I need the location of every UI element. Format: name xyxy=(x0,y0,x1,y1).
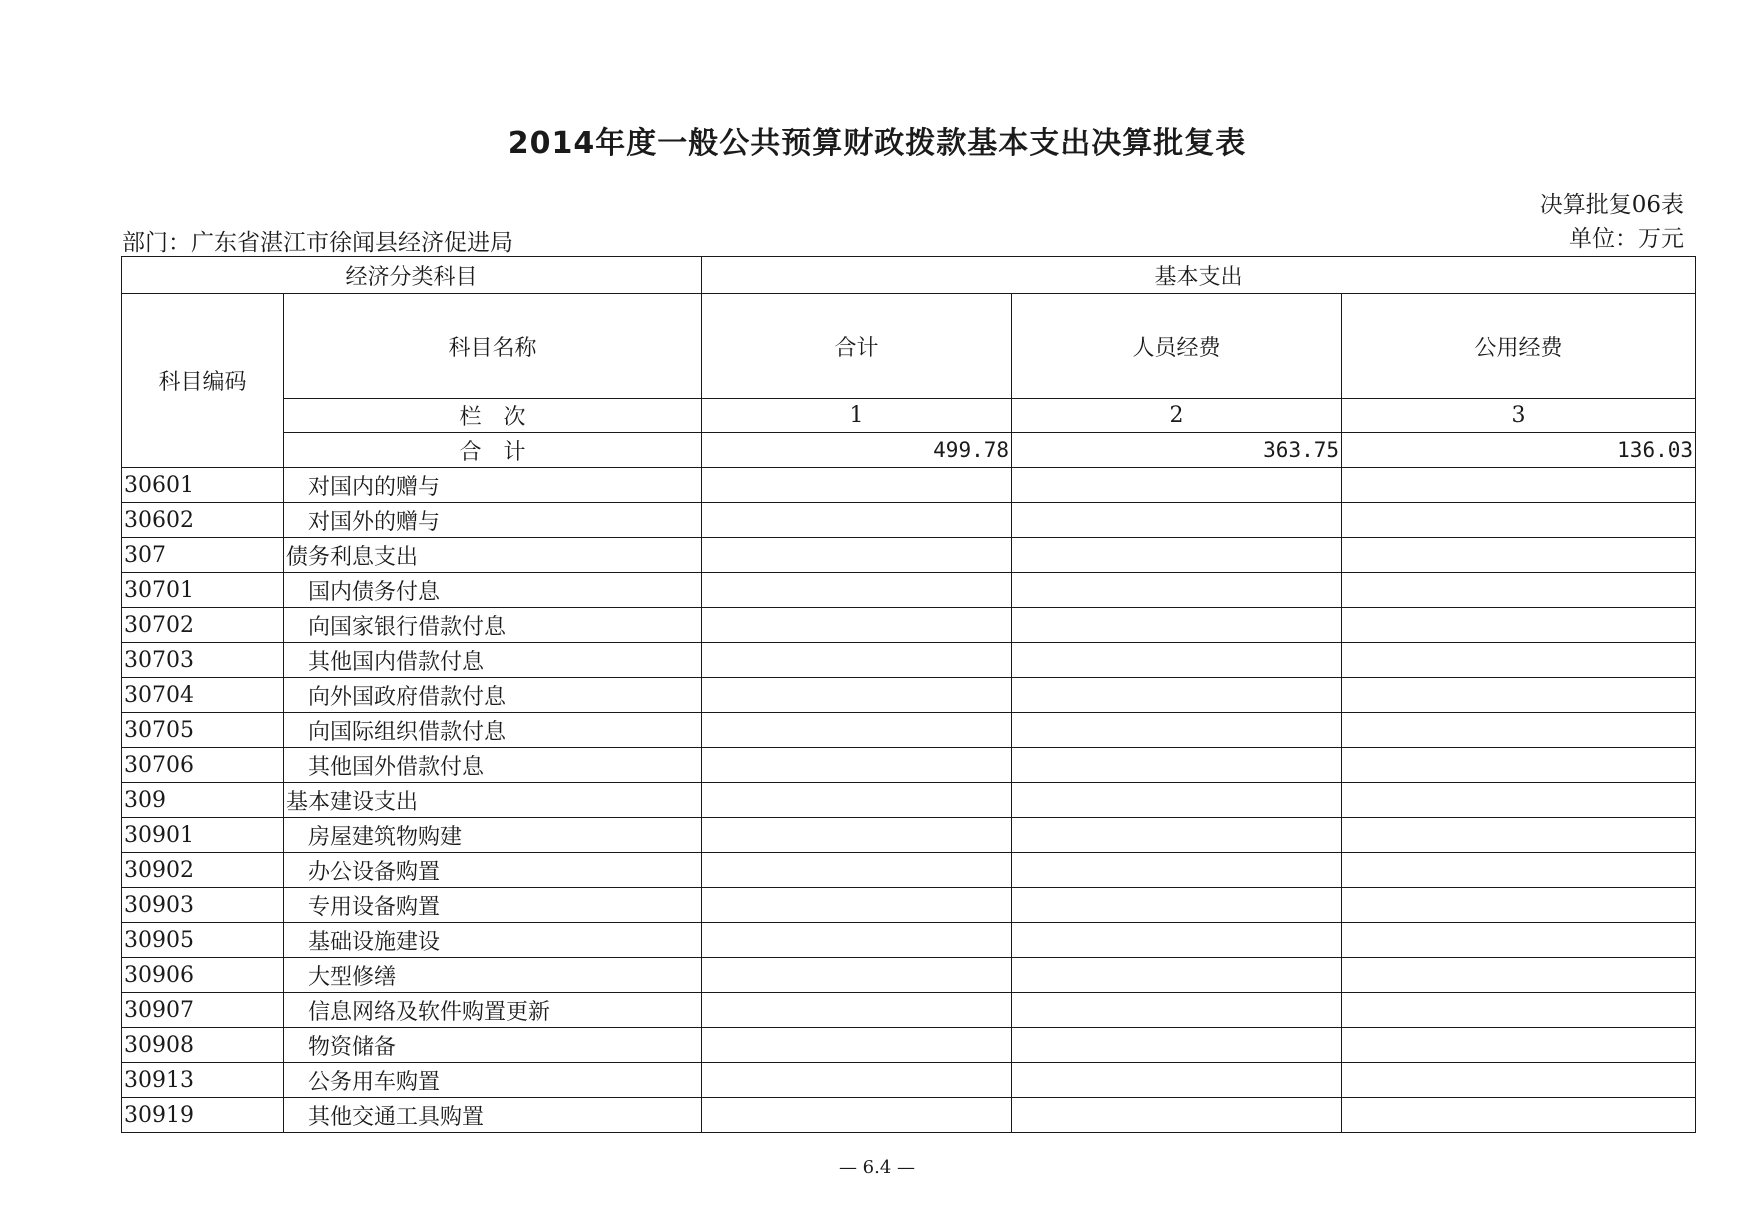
table-row xyxy=(122,538,1696,573)
row-name: 债务利息支出 xyxy=(284,538,702,573)
row-public-value xyxy=(1342,1028,1696,1063)
row-total-value xyxy=(702,538,1012,573)
column-index-1: 1 xyxy=(702,399,1012,433)
row-public-value xyxy=(1342,538,1696,573)
table-row xyxy=(122,503,1696,538)
row-personnel-value xyxy=(1012,573,1342,608)
name-header: 科目名称 xyxy=(284,294,702,399)
row-code: 30901 xyxy=(122,818,284,853)
row-name: 公务用车购置 xyxy=(284,1063,702,1098)
row-total-value xyxy=(702,818,1012,853)
header-row-1 xyxy=(122,257,1696,294)
row-public-value xyxy=(1342,818,1696,853)
column-index-2: 2 xyxy=(1012,399,1342,433)
table-row xyxy=(122,1098,1696,1133)
row-personnel-value xyxy=(1012,888,1342,923)
row-personnel-value xyxy=(1012,783,1342,818)
row-total-value xyxy=(702,503,1012,538)
table-row xyxy=(122,888,1696,923)
row-name: 大型修缮 xyxy=(284,958,702,993)
public-value: 136.03 xyxy=(1342,433,1696,468)
row-total-value xyxy=(702,643,1012,678)
row-public-value xyxy=(1342,783,1696,818)
total-header: 合计 xyxy=(702,294,1012,399)
code-header: 科目编码 xyxy=(122,294,284,468)
unit-label: 单位：万元 xyxy=(1569,226,1684,252)
sum-label: 合 计 xyxy=(284,433,702,468)
row-code: 30903 xyxy=(122,888,284,923)
basic-expense-header: 基本支出 xyxy=(702,257,1696,294)
row-name: 国内债务付息 xyxy=(284,573,702,608)
row-code: 30706 xyxy=(122,748,284,783)
header-row-2 xyxy=(122,294,1696,399)
row-name: 对国外的赠与 xyxy=(284,503,702,538)
row-name: 其他国外借款付息 xyxy=(284,748,702,783)
row-total-value xyxy=(702,713,1012,748)
row-public-value xyxy=(1342,503,1696,538)
row-public-value xyxy=(1342,993,1696,1028)
expense-table xyxy=(121,256,1695,1133)
row-public-value xyxy=(1342,608,1696,643)
personnel-value: 363.75 xyxy=(1012,433,1342,468)
row-code: 30907 xyxy=(122,993,284,1028)
row-total-value xyxy=(702,923,1012,958)
row-name: 基本建设支出 xyxy=(284,783,702,818)
row-personnel-value xyxy=(1012,1098,1342,1133)
table-row xyxy=(122,958,1696,993)
table-row xyxy=(122,468,1696,503)
row-name: 其他国内借款付息 xyxy=(284,643,702,678)
row-total-value xyxy=(702,1063,1012,1098)
table-row xyxy=(122,783,1696,818)
row-total-value xyxy=(702,1098,1012,1133)
row-name: 基础设施建设 xyxy=(284,923,702,958)
row-name: 向外国政府借款付息 xyxy=(284,678,702,713)
row-total-value xyxy=(702,573,1012,608)
table-number: 决算批复06表 xyxy=(1539,192,1684,218)
row-code: 309 xyxy=(122,783,284,818)
row-total-value xyxy=(702,853,1012,888)
row-personnel-value xyxy=(1012,643,1342,678)
row-public-value xyxy=(1342,888,1696,923)
row-name: 信息网络及软件购置更新 xyxy=(284,993,702,1028)
table-row xyxy=(122,1063,1696,1098)
row-personnel-value xyxy=(1012,538,1342,573)
row-total-value xyxy=(702,783,1012,818)
table-row xyxy=(122,1028,1696,1063)
row-name: 对国内的赠与 xyxy=(284,468,702,503)
row-personnel-value xyxy=(1012,993,1342,1028)
table-row xyxy=(122,993,1696,1028)
column-index-row xyxy=(122,399,1696,433)
row-personnel-value xyxy=(1012,1028,1342,1063)
row-code: 30703 xyxy=(122,643,284,678)
department-label: 部门：广东省湛江市徐闻县经济促进局 xyxy=(122,230,513,256)
row-public-value xyxy=(1342,713,1696,748)
row-total-value xyxy=(702,888,1012,923)
page-title: 2014年度一般公共预算财政拨款基本支出决算批复表 xyxy=(507,126,1247,161)
row-code: 30705 xyxy=(122,713,284,748)
totals-row xyxy=(122,433,1696,468)
row-personnel-value xyxy=(1012,503,1342,538)
column-index-3: 3 xyxy=(1342,399,1696,433)
row-public-value xyxy=(1342,958,1696,993)
table-row xyxy=(122,643,1696,678)
row-code: 30902 xyxy=(122,853,284,888)
row-personnel-value xyxy=(1012,713,1342,748)
row-name: 物资储备 xyxy=(284,1028,702,1063)
row-name: 办公设备购置 xyxy=(284,853,702,888)
row-code: 30908 xyxy=(122,1028,284,1063)
row-total-value xyxy=(702,993,1012,1028)
table-row xyxy=(122,923,1696,958)
row-public-value xyxy=(1342,643,1696,678)
row-code: 307 xyxy=(122,538,284,573)
column-index-label: 栏 次 xyxy=(284,399,702,433)
row-name: 专用设备购置 xyxy=(284,888,702,923)
page-number: — 6.4 — xyxy=(838,1157,916,1178)
row-code: 30704 xyxy=(122,678,284,713)
row-personnel-value xyxy=(1012,818,1342,853)
row-code: 30602 xyxy=(122,503,284,538)
row-total-value xyxy=(702,678,1012,713)
row-name: 向国家银行借款付息 xyxy=(284,608,702,643)
row-total-value xyxy=(702,1028,1012,1063)
row-public-value xyxy=(1342,748,1696,783)
row-code: 30919 xyxy=(122,1098,284,1133)
row-personnel-value xyxy=(1012,923,1342,958)
row-public-value xyxy=(1342,468,1696,503)
row-code: 30906 xyxy=(122,958,284,993)
table-row xyxy=(122,748,1696,783)
row-personnel-value xyxy=(1012,608,1342,643)
row-public-value xyxy=(1342,853,1696,888)
table-row xyxy=(122,818,1696,853)
table-row xyxy=(122,678,1696,713)
row-personnel-value xyxy=(1012,468,1342,503)
row-public-value xyxy=(1342,678,1696,713)
table-row xyxy=(122,573,1696,608)
row-personnel-value xyxy=(1012,678,1342,713)
row-total-value xyxy=(702,608,1012,643)
row-personnel-value xyxy=(1012,853,1342,888)
row-code: 30913 xyxy=(122,1063,284,1098)
row-public-value xyxy=(1342,1063,1696,1098)
row-public-value xyxy=(1342,923,1696,958)
table-row xyxy=(122,608,1696,643)
row-code: 30702 xyxy=(122,608,284,643)
econ-class-header: 经济分类科目 xyxy=(122,257,702,294)
table-row xyxy=(122,853,1696,888)
row-total-value xyxy=(702,958,1012,993)
row-total-value xyxy=(702,748,1012,783)
row-code: 30905 xyxy=(122,923,284,958)
row-total-value xyxy=(702,468,1012,503)
row-public-value xyxy=(1342,573,1696,608)
table-row xyxy=(122,713,1696,748)
public-header: 公用经费 xyxy=(1342,294,1696,399)
row-name: 房屋建筑物购建 xyxy=(284,818,702,853)
row-name: 向国际组织借款付息 xyxy=(284,713,702,748)
row-code: 30601 xyxy=(122,468,284,503)
row-personnel-value xyxy=(1012,958,1342,993)
total-value: 499.78 xyxy=(702,433,1012,468)
personnel-header: 人员经费 xyxy=(1012,294,1342,399)
row-personnel-value xyxy=(1012,1063,1342,1098)
row-name: 其他交通工具购置 xyxy=(284,1098,702,1133)
row-personnel-value xyxy=(1012,748,1342,783)
row-public-value xyxy=(1342,1098,1696,1133)
row-code: 30701 xyxy=(122,573,284,608)
